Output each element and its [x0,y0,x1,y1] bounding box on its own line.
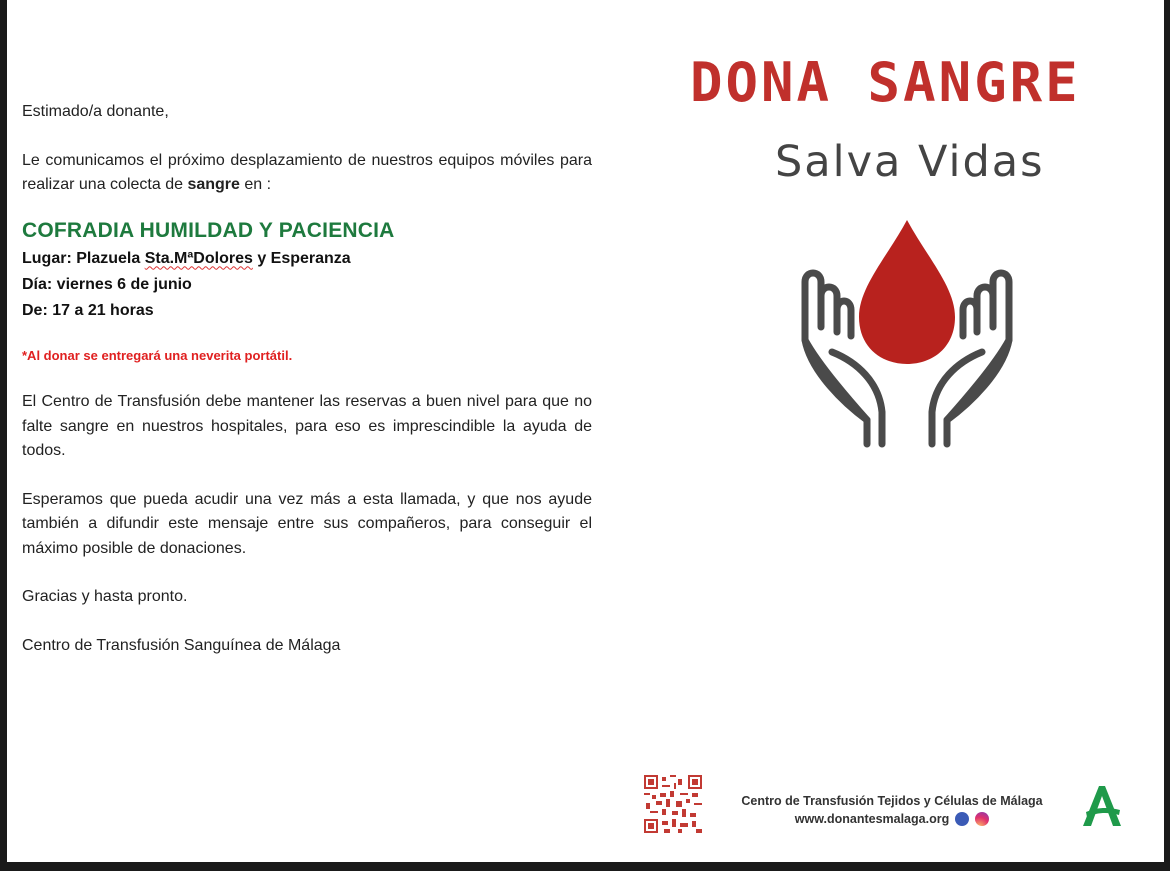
footer-org-block [722,792,1062,828]
request-paragraph: Esperamos que pueda acudir una vez más a esta llamada, y que nos ayude también a difundir este mensaje entre sus compañeros, para conseguir el máximo posible de donaciones. [22,490,592,557]
intro-paragraph [22,149,592,198]
reserves-paragraph: El Centro de Transfusión debe mantener las reservas a buen nivel para que no falte sangre en nuestros hospitales, para eso es imprescindible la ayuda de todos. [22,393,592,459]
footer-org-name: Centro de Transfusión Tejidos y Células de Málaga [741,794,1043,808]
document-page [7,0,1164,862]
day-line: Día: viernes 6 de junio [22,275,192,293]
instagram-icon[interactable] [975,812,989,826]
place-name-rest: y Esperanza [252,249,351,267]
event-details [22,246,592,324]
footer-url-row [722,810,1062,828]
letter-body [22,100,592,658]
junta-andalucia-logo [1079,782,1125,828]
subheadline: Salva Vidas [775,137,1045,187]
intro-text-2: en : [239,176,272,193]
greeting: Estimado/a donante, [22,103,169,120]
place-name-spellcheck: Sta.MªDolores [144,249,253,267]
intro-text-1: Le comunicamos el próximo desplazamiento de nuestros equipos móviles para realizar una colecta de [22,151,592,193]
qr-code-icon[interactable] [644,775,702,833]
signature-line: Centro de Transfusión Sanguínea de Málaga [22,636,341,654]
gift-note: *Al donar se entregará una neverita portátil. [22,347,293,363]
blood-drop-hands-icon [787,212,1027,452]
blood-drop-icon [859,220,955,364]
headline: DONA SANGRE [690,51,1081,114]
time-line: De: 17 a 21 horas [22,301,154,319]
place-label: Lugar: Plazuela [22,249,145,267]
closing-line: Gracias y hasta pronto. [22,588,188,605]
footer-website-link[interactable]: www.donantesmalaga.org [794,812,950,826]
place-line [22,246,592,272]
venue-title: COFRADIA HUMILDAD Y PACIENCIA [22,218,395,242]
intro-bold-word: sangre [187,176,240,193]
facebook-icon[interactable] [955,812,969,826]
